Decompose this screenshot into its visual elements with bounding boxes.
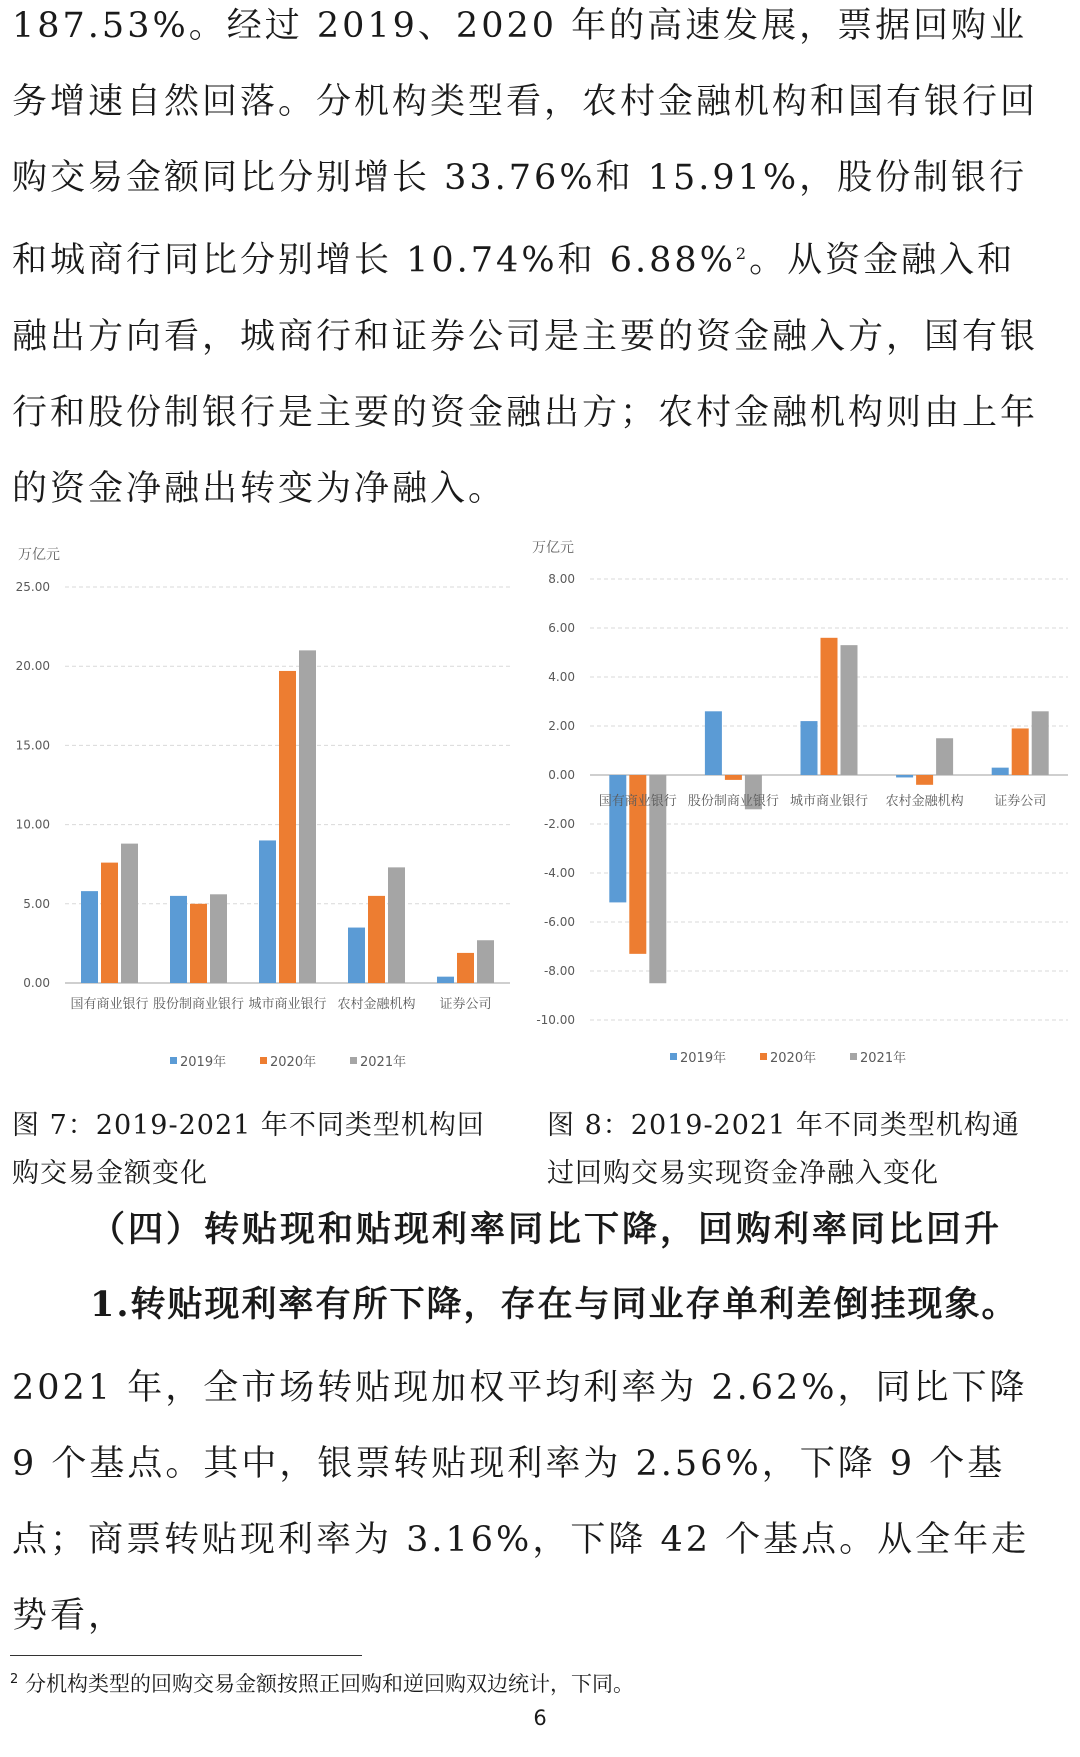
bar — [348, 928, 365, 983]
footnote-marker: 2 — [10, 1672, 19, 1687]
y-tick-label: 25.00 — [15, 580, 50, 594]
footnote-ref: 2 — [735, 244, 750, 263]
x-tick-label: 股份制商业银行 — [152, 997, 245, 1012]
legend-label: 2019年 — [180, 1055, 227, 1070]
y-tick-label: 10.00 — [15, 817, 50, 832]
bar — [190, 904, 207, 983]
bar-chart-repo-volume — [0, 530, 520, 1085]
footnote-divider — [10, 1655, 362, 1656]
bar — [725, 775, 742, 780]
y-tick-label: 8.00 — [548, 572, 575, 586]
bar — [916, 775, 933, 785]
y-unit-label: 万亿元 — [18, 547, 60, 563]
bar — [388, 867, 405, 983]
bar — [936, 738, 953, 775]
bar — [821, 638, 838, 775]
bar — [368, 896, 385, 983]
bar — [279, 671, 296, 983]
y-tick-label: 0.00 — [548, 768, 575, 782]
y-tick-label: -4.00 — [543, 866, 575, 880]
legend-label: 2020年 — [770, 1051, 817, 1066]
legend-swatch — [260, 1057, 267, 1064]
bar-chart-net-funding — [520, 530, 1080, 1085]
y-tick-label: 4.00 — [548, 670, 575, 684]
bar — [210, 894, 227, 983]
bar — [896, 775, 913, 777]
legend-swatch — [170, 1057, 177, 1064]
x-tick-label: 城市商业银行 — [248, 997, 327, 1012]
body-paragraph-2: 2021 年，全市场转贴现加权平均利率为 2.62%，同比下降 9 个基点。其中，银票转贴现利率为 2.56%，下降 9 个基点；商票转贴现利率为 3.16%，下降 42 个基点。从全年走势看， — [12, 1368, 1030, 1636]
bar — [81, 891, 98, 983]
bar — [101, 863, 118, 983]
bar — [992, 768, 1009, 775]
bar — [259, 840, 276, 983]
legend-label: 2021年 — [860, 1051, 907, 1066]
bar — [170, 896, 187, 983]
y-tick-label: 20.00 — [15, 659, 50, 674]
legend-swatch — [760, 1053, 767, 1060]
footnote — [10, 1668, 634, 1698]
y-tick-label: -10.00 — [536, 1013, 575, 1027]
footnote-text: 分机构类型的回购交易金额按照正回购和逆回购双边统计，下同。 — [24, 1672, 634, 1696]
y-tick-label: 0.00 — [23, 976, 50, 990]
x-tick-label: 股份制商业银行 — [687, 794, 779, 809]
section-heading: （四）转贴现和贴现利率同比下降，回购利率同比回升 — [90, 1209, 1003, 1250]
bar — [801, 721, 818, 775]
subsection-heading: 1.转贴现利率有所下降，存在与同业存单利差倒挂现象。 — [90, 1284, 1019, 1325]
figure-7-caption: 图 7：2019-2021 年不同类型机构回购交易金额变化 — [12, 1110, 485, 1189]
x-tick-label: 证券公司 — [439, 997, 492, 1012]
y-tick-label: -6.00 — [543, 915, 575, 929]
x-tick-label: 国有商业银行 — [70, 997, 149, 1012]
x-tick-label: 农村金融机构 — [885, 794, 964, 809]
y-tick-label: 6.00 — [548, 621, 575, 635]
bar — [437, 977, 454, 983]
y-tick-label: 15.00 — [15, 738, 50, 753]
x-tick-label: 城市商业银行 — [789, 794, 869, 809]
legend-swatch — [350, 1057, 357, 1064]
legend-swatch — [670, 1053, 677, 1060]
bar — [477, 940, 494, 983]
bar — [121, 844, 138, 983]
x-tick-label: 国有商业银行 — [598, 794, 677, 809]
x-tick-label: 农村金融机构 — [337, 997, 416, 1012]
bar — [841, 645, 858, 775]
bar — [457, 953, 474, 983]
y-tick-label: 5.00 — [23, 896, 50, 911]
page-number: 6 — [533, 1706, 547, 1730]
legend-swatch — [850, 1053, 857, 1060]
paragraph-text-a: 187.53%。经过 2019、2020 年的高速发展，票据回购业务增速自然回落。分机构类型看，农村金融机构和国有银行回购交易金额同比分别增长 33.76%和 15.91%，股份制银行和城商行同比分别增长 10.74%和 6.88% — [12, 6, 1039, 281]
x-tick-label: 证券公司 — [994, 794, 1047, 809]
bar — [1032, 711, 1049, 775]
bar — [705, 711, 722, 775]
legend-label: 2020年 — [270, 1055, 317, 1070]
bar — [299, 650, 316, 983]
chart-figure-8 — [520, 530, 1080, 1089]
y-tick-label: -2.00 — [543, 817, 575, 831]
figure-8-caption: 图 8：2019-2021 年不同类型机构通过回购交易实现资金净融入变化 — [547, 1110, 1020, 1189]
y-unit-label: 万亿元 — [532, 540, 574, 556]
y-tick-label: -8.00 — [543, 964, 575, 978]
legend-label: 2019年 — [680, 1051, 727, 1066]
body-paragraph-1 — [12, 0, 1052, 527]
y-tick-label: 2.00 — [548, 719, 575, 733]
chart-figure-7 — [0, 530, 520, 1089]
bar — [1012, 728, 1029, 775]
legend-label: 2021年 — [360, 1055, 407, 1070]
paragraph-text-b: 。从资金融入和融出方向看，城商行和证券公司是主要的资金融入方，国有银行和股份制银行是主要的资金融出方；农村金融机构则由上年的资金净融出转变为净融入。 — [12, 240, 1039, 509]
